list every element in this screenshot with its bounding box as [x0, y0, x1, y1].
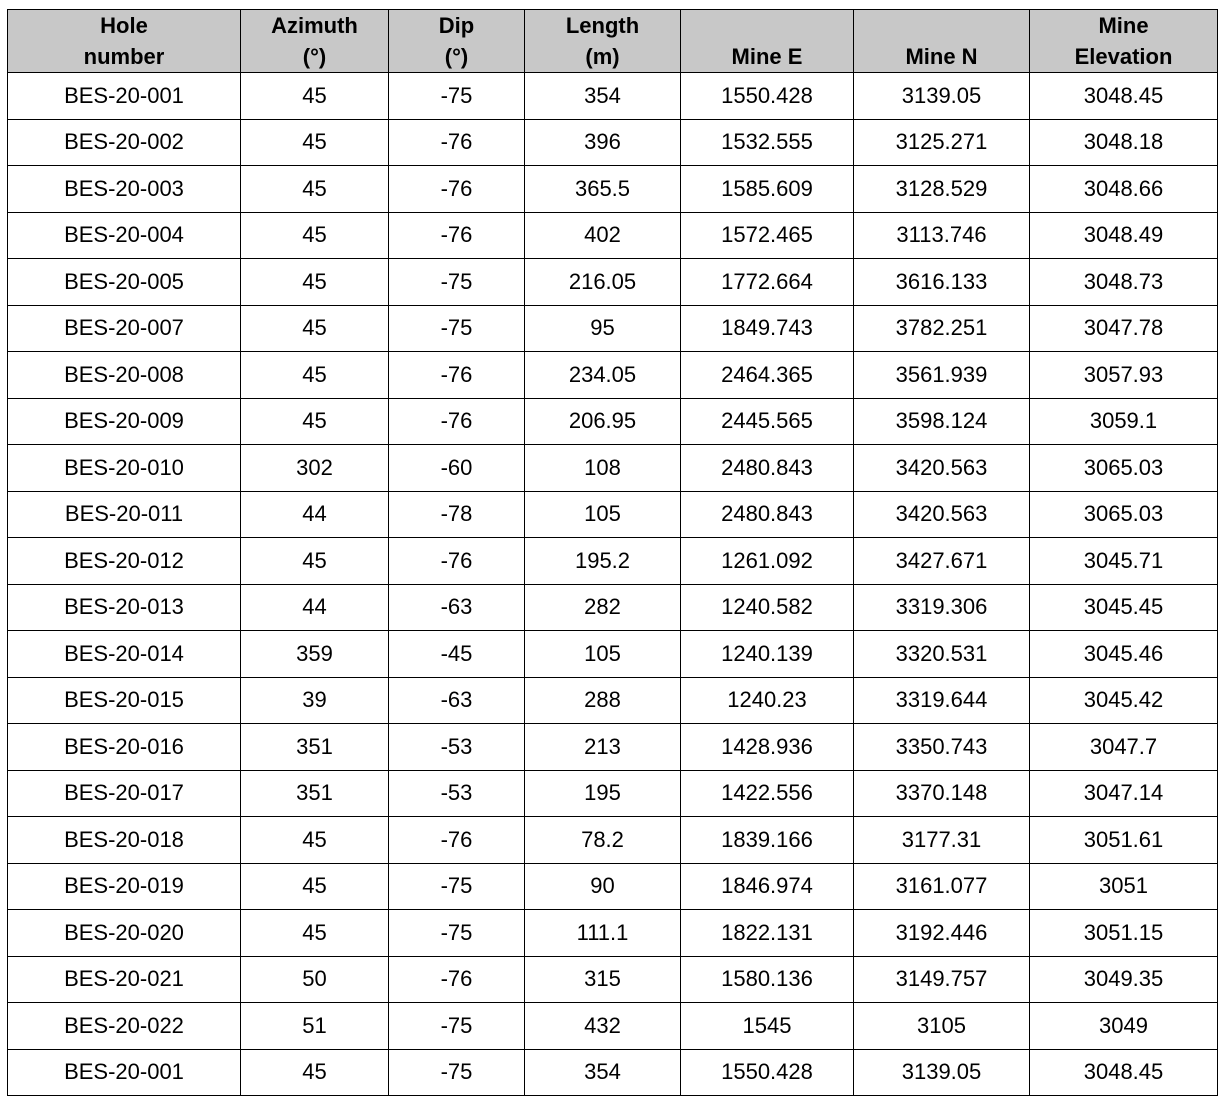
column-header-length	[525, 10, 681, 73]
table-row	[8, 73, 1218, 120]
cell-mine-elevation: 3049.35	[1030, 956, 1218, 1003]
cell-azimuth: 51	[241, 1003, 389, 1050]
cell-mine-elevation: 3051.15	[1030, 910, 1218, 957]
cell-length: 195	[525, 770, 681, 817]
table-row	[8, 817, 1218, 864]
cell-hole-number: BES-20-020	[8, 910, 241, 957]
cell-mine-n: 3320.531	[854, 631, 1030, 678]
cell-azimuth: 45	[241, 398, 389, 445]
cell-mine-n: 3149.757	[854, 956, 1030, 1003]
cell-azimuth: 45	[241, 352, 389, 399]
cell-mine-e: 1532.555	[681, 119, 854, 166]
cell-mine-elevation: 3051.61	[1030, 817, 1218, 864]
cell-mine-elevation: 3048.45	[1030, 73, 1218, 120]
cell-azimuth: 351	[241, 724, 389, 771]
cell-dip: -78	[389, 491, 525, 538]
cell-mine-elevation: 3045.46	[1030, 631, 1218, 678]
cell-hole-number: BES-20-021	[8, 956, 241, 1003]
cell-mine-elevation: 3065.03	[1030, 491, 1218, 538]
cell-azimuth: 45	[241, 119, 389, 166]
cell-length: 90	[525, 863, 681, 910]
cell-length: 111.1	[525, 910, 681, 957]
table-row	[8, 1049, 1218, 1096]
cell-mine-e: 1772.664	[681, 259, 854, 306]
cell-mine-elevation: 3047.78	[1030, 305, 1218, 352]
cell-hole-number: BES-20-001	[8, 1049, 241, 1096]
cell-mine-elevation: 3047.7	[1030, 724, 1218, 771]
column-header-dip	[389, 10, 525, 73]
cell-hole-number: BES-20-010	[8, 445, 241, 492]
table-row	[8, 677, 1218, 724]
table-row	[8, 119, 1218, 166]
cell-mine-e: 1240.582	[681, 584, 854, 631]
cell-mine-elevation: 3045.42	[1030, 677, 1218, 724]
column-header-line: Mine E	[731, 44, 803, 69]
cell-length: 195.2	[525, 538, 681, 585]
cell-mine-elevation: 3051	[1030, 863, 1218, 910]
cell-dip: -76	[389, 166, 525, 213]
cell-mine-elevation: 3047.14	[1030, 770, 1218, 817]
cell-azimuth: 39	[241, 677, 389, 724]
document-page	[7, 9, 1218, 1096]
cell-azimuth: 45	[241, 910, 389, 957]
cell-mine-elevation: 3057.93	[1030, 352, 1218, 399]
cell-mine-n: 3420.563	[854, 445, 1030, 492]
table-row	[8, 445, 1218, 492]
cell-hole-number: BES-20-001	[8, 73, 241, 120]
cell-mine-n: 3782.251	[854, 305, 1030, 352]
cell-length: 108	[525, 445, 681, 492]
table-row	[8, 724, 1218, 771]
cell-mine-n: 3319.306	[854, 584, 1030, 631]
column-header-line: number	[83, 44, 165, 69]
cell-azimuth: 45	[241, 863, 389, 910]
cell-dip: -76	[389, 398, 525, 445]
cell-azimuth: 45	[241, 817, 389, 864]
cell-azimuth: 45	[241, 259, 389, 306]
cell-hole-number: BES-20-016	[8, 724, 241, 771]
cell-hole-number: BES-20-015	[8, 677, 241, 724]
cell-mine-n: 3125.271	[854, 119, 1030, 166]
cell-hole-number: BES-20-022	[8, 1003, 241, 1050]
header-row	[8, 10, 1218, 73]
cell-length: 282	[525, 584, 681, 631]
cell-azimuth: 45	[241, 212, 389, 259]
cell-length: 234.05	[525, 352, 681, 399]
cell-dip: -63	[389, 584, 525, 631]
cell-mine-elevation: 3048.18	[1030, 119, 1218, 166]
cell-length: 213	[525, 724, 681, 771]
cell-dip: -75	[389, 863, 525, 910]
cell-length: 95	[525, 305, 681, 352]
cell-mine-e: 1572.465	[681, 212, 854, 259]
cell-mine-n: 3319.644	[854, 677, 1030, 724]
cell-mine-n: 3139.05	[854, 73, 1030, 120]
cell-dip: -76	[389, 119, 525, 166]
cell-mine-e: 1428.936	[681, 724, 854, 771]
cell-mine-e: 1822.131	[681, 910, 854, 957]
cell-hole-number: BES-20-003	[8, 166, 241, 213]
column-header-line: Hole	[100, 13, 148, 38]
cell-dip: -45	[389, 631, 525, 678]
cell-dip: -60	[389, 445, 525, 492]
cell-dip: -76	[389, 817, 525, 864]
cell-length: 78.2	[525, 817, 681, 864]
table-row	[8, 863, 1218, 910]
cell-dip: -53	[389, 724, 525, 771]
column-header-line: Elevation	[1074, 44, 1173, 69]
cell-mine-n: 3177.31	[854, 817, 1030, 864]
table-row	[8, 305, 1218, 352]
cell-length: 315	[525, 956, 681, 1003]
table-row	[8, 584, 1218, 631]
cell-hole-number: BES-20-004	[8, 212, 241, 259]
table-row	[8, 770, 1218, 817]
cell-hole-number: BES-20-018	[8, 817, 241, 864]
cell-length: 432	[525, 1003, 681, 1050]
cell-mine-elevation: 3059.1	[1030, 398, 1218, 445]
cell-azimuth: 359	[241, 631, 389, 678]
column-header-line: (m)	[585, 44, 620, 69]
cell-length: 402	[525, 212, 681, 259]
cell-mine-n: 3128.529	[854, 166, 1030, 213]
cell-mine-e: 1839.166	[681, 817, 854, 864]
cell-mine-elevation: 3048.73	[1030, 259, 1218, 306]
cell-dip: -75	[389, 1003, 525, 1050]
table-row	[8, 631, 1218, 678]
table-row	[8, 538, 1218, 585]
cell-mine-e: 1849.743	[681, 305, 854, 352]
cell-dip: -76	[389, 212, 525, 259]
cell-length: 216.05	[525, 259, 681, 306]
table-row	[8, 166, 1218, 213]
cell-length: 288	[525, 677, 681, 724]
cell-dip: -76	[389, 352, 525, 399]
cell-length: 396	[525, 119, 681, 166]
cell-mine-n: 3370.148	[854, 770, 1030, 817]
cell-mine-n: 3350.743	[854, 724, 1030, 771]
cell-mine-e: 1580.136	[681, 956, 854, 1003]
column-header-mine-elevation	[1030, 10, 1218, 73]
table-row	[8, 491, 1218, 538]
cell-mine-n: 3105	[854, 1003, 1030, 1050]
column-header-hole-number	[8, 10, 241, 73]
cell-length: 365.5	[525, 166, 681, 213]
column-header-line: Mine N	[905, 44, 978, 69]
cell-azimuth: 351	[241, 770, 389, 817]
table-row	[8, 956, 1218, 1003]
cell-mine-n: 3139.05	[854, 1049, 1030, 1096]
cell-azimuth: 50	[241, 956, 389, 1003]
cell-hole-number: BES-20-019	[8, 863, 241, 910]
cell-hole-number: BES-20-013	[8, 584, 241, 631]
cell-hole-number: BES-20-014	[8, 631, 241, 678]
cell-mine-n: 3427.671	[854, 538, 1030, 585]
cell-mine-e: 2464.365	[681, 352, 854, 399]
cell-dip: -63	[389, 677, 525, 724]
cell-azimuth: 44	[241, 491, 389, 538]
table-row	[8, 352, 1218, 399]
cell-mine-e: 1550.428	[681, 73, 854, 120]
table-row	[8, 910, 1218, 957]
cell-length: 354	[525, 1049, 681, 1096]
drill-hole-table	[7, 9, 1218, 1096]
table-row	[8, 1003, 1218, 1050]
cell-mine-elevation: 3045.71	[1030, 538, 1218, 585]
cell-azimuth: 45	[241, 166, 389, 213]
cell-dip: -75	[389, 73, 525, 120]
cell-hole-number: BES-20-011	[8, 491, 241, 538]
cell-mine-n: 3616.133	[854, 259, 1030, 306]
table-body	[8, 73, 1218, 1096]
column-header-mine-n	[854, 10, 1030, 73]
cell-hole-number: BES-20-007	[8, 305, 241, 352]
table-row	[8, 212, 1218, 259]
cell-mine-e: 1261.092	[681, 538, 854, 585]
table-header	[8, 10, 1218, 73]
column-header-line: (°)	[444, 44, 469, 69]
cell-mine-e: 1585.609	[681, 166, 854, 213]
table-row	[8, 259, 1218, 306]
column-header-line: Length	[565, 13, 640, 38]
cell-dip: -75	[389, 259, 525, 306]
cell-mine-e: 2445.565	[681, 398, 854, 445]
cell-azimuth: 45	[241, 1049, 389, 1096]
column-header-line: Mine	[1098, 13, 1149, 38]
cell-azimuth: 45	[241, 73, 389, 120]
cell-mine-elevation: 3048.66	[1030, 166, 1218, 213]
cell-azimuth: 45	[241, 305, 389, 352]
cell-mine-elevation: 3048.45	[1030, 1049, 1218, 1096]
cell-dip: -75	[389, 910, 525, 957]
cell-mine-e: 2480.843	[681, 491, 854, 538]
cell-mine-e: 1240.139	[681, 631, 854, 678]
cell-mine-elevation: 3045.45	[1030, 584, 1218, 631]
cell-dip: -76	[389, 956, 525, 1003]
table-row	[8, 398, 1218, 445]
column-header-line: Azimuth	[271, 13, 358, 38]
cell-mine-elevation: 3049	[1030, 1003, 1218, 1050]
cell-hole-number: BES-20-005	[8, 259, 241, 306]
cell-mine-e: 1422.556	[681, 770, 854, 817]
cell-length: 105	[525, 491, 681, 538]
cell-mine-e: 1550.428	[681, 1049, 854, 1096]
cell-dip: -75	[389, 1049, 525, 1096]
cell-mine-e: 1846.974	[681, 863, 854, 910]
cell-mine-e: 2480.843	[681, 445, 854, 492]
cell-mine-n: 3161.077	[854, 863, 1030, 910]
cell-hole-number: BES-20-002	[8, 119, 241, 166]
cell-length: 105	[525, 631, 681, 678]
cell-azimuth: 302	[241, 445, 389, 492]
cell-mine-n: 3420.563	[854, 491, 1030, 538]
column-header-line: (°)	[302, 44, 327, 69]
cell-mine-elevation: 3048.49	[1030, 212, 1218, 259]
cell-dip: -53	[389, 770, 525, 817]
column-header-line: Dip	[438, 13, 475, 38]
cell-hole-number: BES-20-008	[8, 352, 241, 399]
cell-mine-n: 3192.446	[854, 910, 1030, 957]
cell-length: 206.95	[525, 398, 681, 445]
cell-mine-e: 1545	[681, 1003, 854, 1050]
cell-mine-elevation: 3065.03	[1030, 445, 1218, 492]
cell-length: 354	[525, 73, 681, 120]
cell-dip: -76	[389, 538, 525, 585]
cell-mine-n: 3598.124	[854, 398, 1030, 445]
cell-azimuth: 45	[241, 538, 389, 585]
cell-mine-n: 3113.746	[854, 212, 1030, 259]
column-header-azimuth	[241, 10, 389, 73]
cell-hole-number: BES-20-009	[8, 398, 241, 445]
cell-dip: -75	[389, 305, 525, 352]
cell-mine-e: 1240.23	[681, 677, 854, 724]
cell-hole-number: BES-20-012	[8, 538, 241, 585]
cell-hole-number: BES-20-017	[8, 770, 241, 817]
cell-azimuth: 44	[241, 584, 389, 631]
column-header-mine-e	[681, 10, 854, 73]
cell-mine-n: 3561.939	[854, 352, 1030, 399]
